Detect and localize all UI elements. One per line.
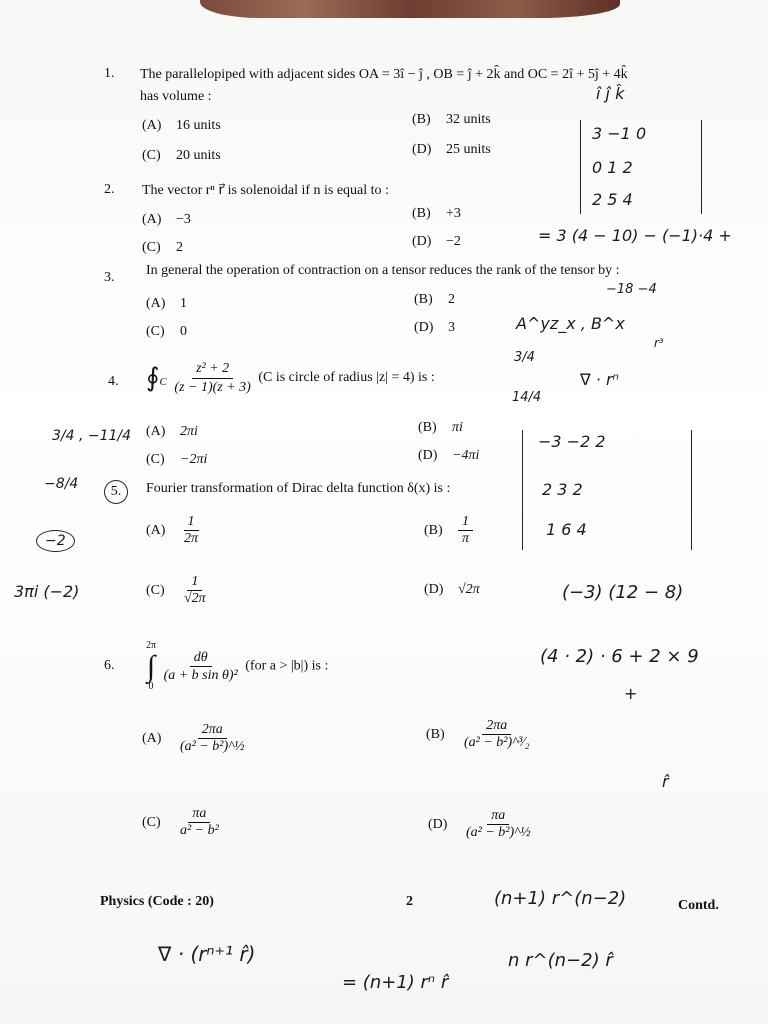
handwriting: 2 5 4 bbox=[592, 190, 633, 209]
option-a: (A) 1 bbox=[146, 296, 187, 311]
question-text: In general the operation of contraction on a tensor reduces the rank of the tensor by : bbox=[146, 263, 620, 278]
footer-page-number: 2 bbox=[406, 894, 413, 909]
option-d: (D) √2π bbox=[424, 582, 480, 597]
option-c: (C) 20 units bbox=[142, 148, 221, 163]
handwriting: 3/4 bbox=[514, 350, 535, 365]
question-text: Fourier transformation of Dirac delta function δ(x) is : bbox=[146, 481, 451, 496]
handwriting: −8/4 bbox=[44, 476, 79, 492]
option-d: (D) −4πi bbox=[418, 448, 480, 463]
handwriting: −2 bbox=[36, 530, 75, 552]
option-c: (C) 2 bbox=[142, 240, 183, 255]
handwriting: = (n+1) rⁿ r̂ bbox=[342, 972, 449, 993]
handwriting: 1 6 4 bbox=[546, 520, 587, 539]
handwriting: + bbox=[624, 684, 638, 703]
handwriting: n r^(n−2) r̂ bbox=[508, 950, 613, 971]
question-number: 2. bbox=[104, 182, 115, 197]
option-a: (A) $\frac{2\pi a}{\text{(a² − b²)\textasciicircum{}½}}$ bbox=[142, 722, 245, 754]
option-b: (B) πi bbox=[418, 420, 463, 435]
option-c: (C) $\frac{1}{√2\pi}$ bbox=[146, 574, 206, 606]
option-b: (B) 2 bbox=[414, 292, 455, 307]
handwriting: 3πi (−2) bbox=[14, 582, 80, 601]
handwriting: 3/4 , −11/4 bbox=[52, 428, 132, 444]
option-a: (A) $\frac{1}{2\pi}$ bbox=[146, 514, 199, 546]
question-number: 3. bbox=[104, 270, 115, 285]
option-b: (B) +3 bbox=[412, 206, 461, 221]
handwriting: r³ bbox=[654, 336, 664, 350]
question-text: The vector rⁿ r⃗ is solenoidal if n is equal to : bbox=[142, 183, 389, 198]
question-text: The parallelopiped with adjacent sides OA = 3î − ĵ , OB = ĵ + 2k̂ and OC = 2î + 5ĵ + 4k̂ bbox=[140, 67, 628, 82]
handwriting: (4 · 2) · 6 + 2 × 9 bbox=[540, 646, 699, 667]
option-d: (D) $\frac{\pi a}{\text{(a² − b²)\textasciicircum{}½}}$ bbox=[428, 808, 531, 840]
handwriting: 2 3 2 bbox=[542, 480, 583, 499]
option-d: (D) 25 units bbox=[412, 142, 491, 157]
option-c: (C) $\frac{\pi a}{\text{a² − b²}}$ bbox=[142, 806, 219, 838]
option-b: (B) $\frac{2\pi a}{\text{(a² − b²)\textasciicircum{}³⁄₂}}$ bbox=[426, 718, 530, 750]
question-number: 4. bbox=[108, 374, 119, 389]
question-integral: $∮_C$ $\frac{\text{z² + 2}}{(z - 1)(z + 3)}$ (C is circle of radius |z| = 4) is : bbox=[146, 361, 435, 395]
handwriting: −3 −2 2 bbox=[538, 432, 606, 451]
handwriting: 14/4 bbox=[512, 390, 542, 405]
handwriting: (n+1) r^(n−2) bbox=[494, 888, 627, 909]
option-a: (A) 16 units bbox=[142, 118, 221, 133]
handwriting: ∇ · (rⁿ⁺¹ r̂) bbox=[158, 942, 256, 966]
footer-contd: Contd. bbox=[678, 898, 719, 913]
option-b: (B) $\frac{1}{\pi}$ bbox=[424, 514, 473, 547]
option-c: (C) −2πi bbox=[146, 452, 208, 467]
option-b: (B) 32 units bbox=[412, 112, 491, 127]
option-a: (A) 2πi bbox=[146, 424, 198, 439]
option-c: (C) 0 bbox=[146, 324, 187, 339]
handwriting: −18 −4 bbox=[606, 282, 657, 297]
question-integral: 2π ∫ 0 $\frac{d\theta}{\text{(a + b sin θ)²}}$ (for a > |b|) is : bbox=[146, 640, 329, 692]
option-d: (D) −2 bbox=[412, 234, 461, 249]
option-a: (A) −3 bbox=[142, 212, 191, 227]
handwriting: î ĵ k̂ bbox=[596, 84, 625, 103]
question-text-cont: has volume : bbox=[140, 89, 212, 104]
option-d: (D) 3 bbox=[414, 320, 455, 335]
question-number: 6. bbox=[104, 658, 115, 673]
handwriting: 3 −1 0 bbox=[592, 124, 647, 143]
question-number: 1. bbox=[104, 66, 115, 81]
handwriting: A^yz_x , B^x bbox=[516, 314, 625, 333]
question-number: 5. bbox=[104, 480, 128, 504]
handwriting: ∇ · rⁿ bbox=[580, 370, 619, 389]
handwriting: 0 1 2 bbox=[592, 158, 633, 177]
background-fabric bbox=[200, 0, 620, 18]
handwriting: = 3 (4 − 10) − (−1)·4 + bbox=[538, 226, 732, 245]
footer-subject: Physics (Code : 20) bbox=[100, 894, 214, 909]
handwriting: r̂ bbox=[662, 772, 669, 791]
handwriting: (−3) (12 − 8) bbox=[562, 582, 684, 603]
